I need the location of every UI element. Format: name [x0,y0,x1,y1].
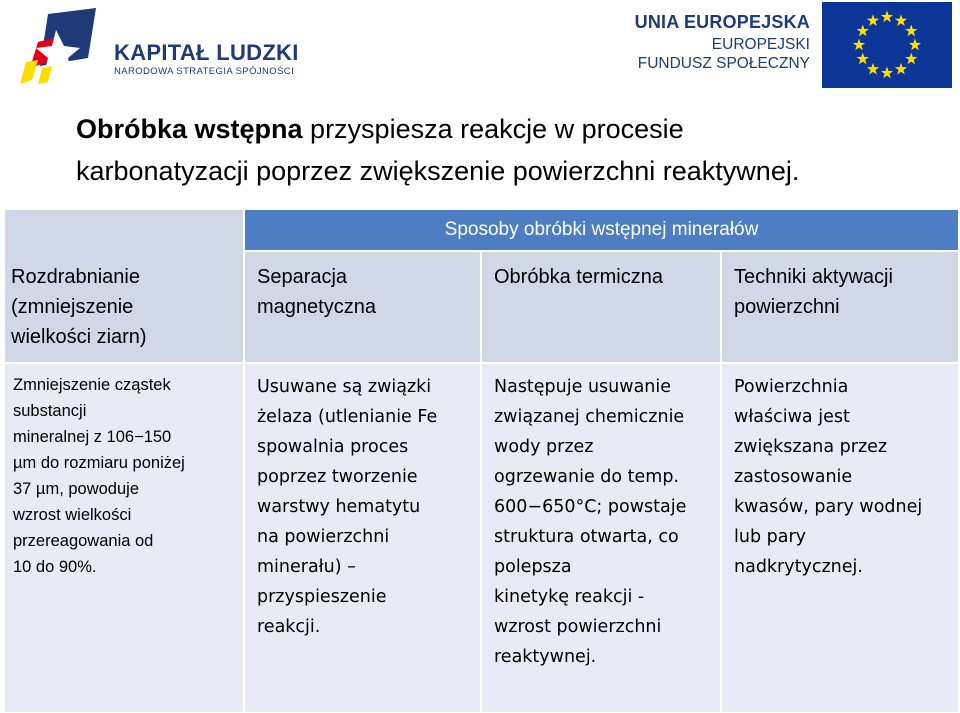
eu-line-3: FUNDUSZ SPOŁECZNY [637,55,810,72]
eu-flag-icon [822,2,952,88]
kapital-ludzki-subtitle: NARODOWA STRATEGIA SPÓJNOŚCI [114,66,295,77]
eu-star-icon [867,14,879,26]
cell-grinding-description: Zmniejszenie cząstek substancji mineralnej z 106−150 µm do rozmiaru poniżej 37 µm, powoduje wzrost wielkości przereagowania od 10 do 90%. [4,363,244,713]
title-bold: Obróbka wstępna [76,114,303,144]
eu-star-icon [853,39,865,51]
pretreatment-table [3,208,960,713]
title-line-2: karbonatyzacji poprzez zwiększenie powierzchni reaktywnej. [76,156,800,186]
eu-star-icon [881,11,893,23]
eu-line-1: UNIA EUROPEJSKA [634,12,810,32]
header-magnetic-separation: Separacja magnetyczna [244,251,481,363]
eu-fund-text [618,8,810,82]
eu-star-icon [905,25,917,37]
eu-star-icon [909,39,921,51]
header-grinding: Rozdrabnianie (zmniejszenie wielkości ziarn) [4,209,244,363]
cell-magnetic-description: Usuwane są związki żelaza (utlenianie Fe spowalnia proces poprzez tworzenie warstwy hematytu na powierzchni minerału) – przyspieszenie reakcji. [244,363,481,713]
eu-star-icon [867,63,879,75]
title-rest: przyspiesza reakcje w procesie [302,114,684,144]
header-thermal-treatment: Obróbka termiczna [481,251,721,363]
eu-line-2: EUROPEJSKI [711,36,810,53]
group-header: Sposoby obróbki wstępnej minerałów [244,209,959,251]
eu-star-icon [857,53,869,65]
header-surface-activation: Techniki aktywacji powierzchni [721,251,959,363]
eu-star-icon [895,63,907,75]
eu-star-icon [857,25,869,37]
cell-activation-description: Powierzchnia właściwa jest zwiększana przez zastosowanie kwasów, pary wodnej lub pary nadkrytycznej. [721,363,959,713]
kapital-ludzki-title: KAPITAŁ LUDZKI [114,40,299,65]
slide-title [76,108,936,192]
kapital-ludzki-emblem-icon [18,8,104,88]
kapital-ludzki-logo [18,8,318,88]
eu-star-icon [905,53,917,65]
eu-star-icon [881,67,893,79]
cell-thermal-description: Następuje usuwanie związanej chemicznie wody przez ogrzewanie do temp. 600−650°C; powstaje struktura otwarta, co polepsza kinetykę reakcji - wzrost powierzchni reaktywnej. [481,363,721,713]
eu-star-icon [895,14,907,26]
